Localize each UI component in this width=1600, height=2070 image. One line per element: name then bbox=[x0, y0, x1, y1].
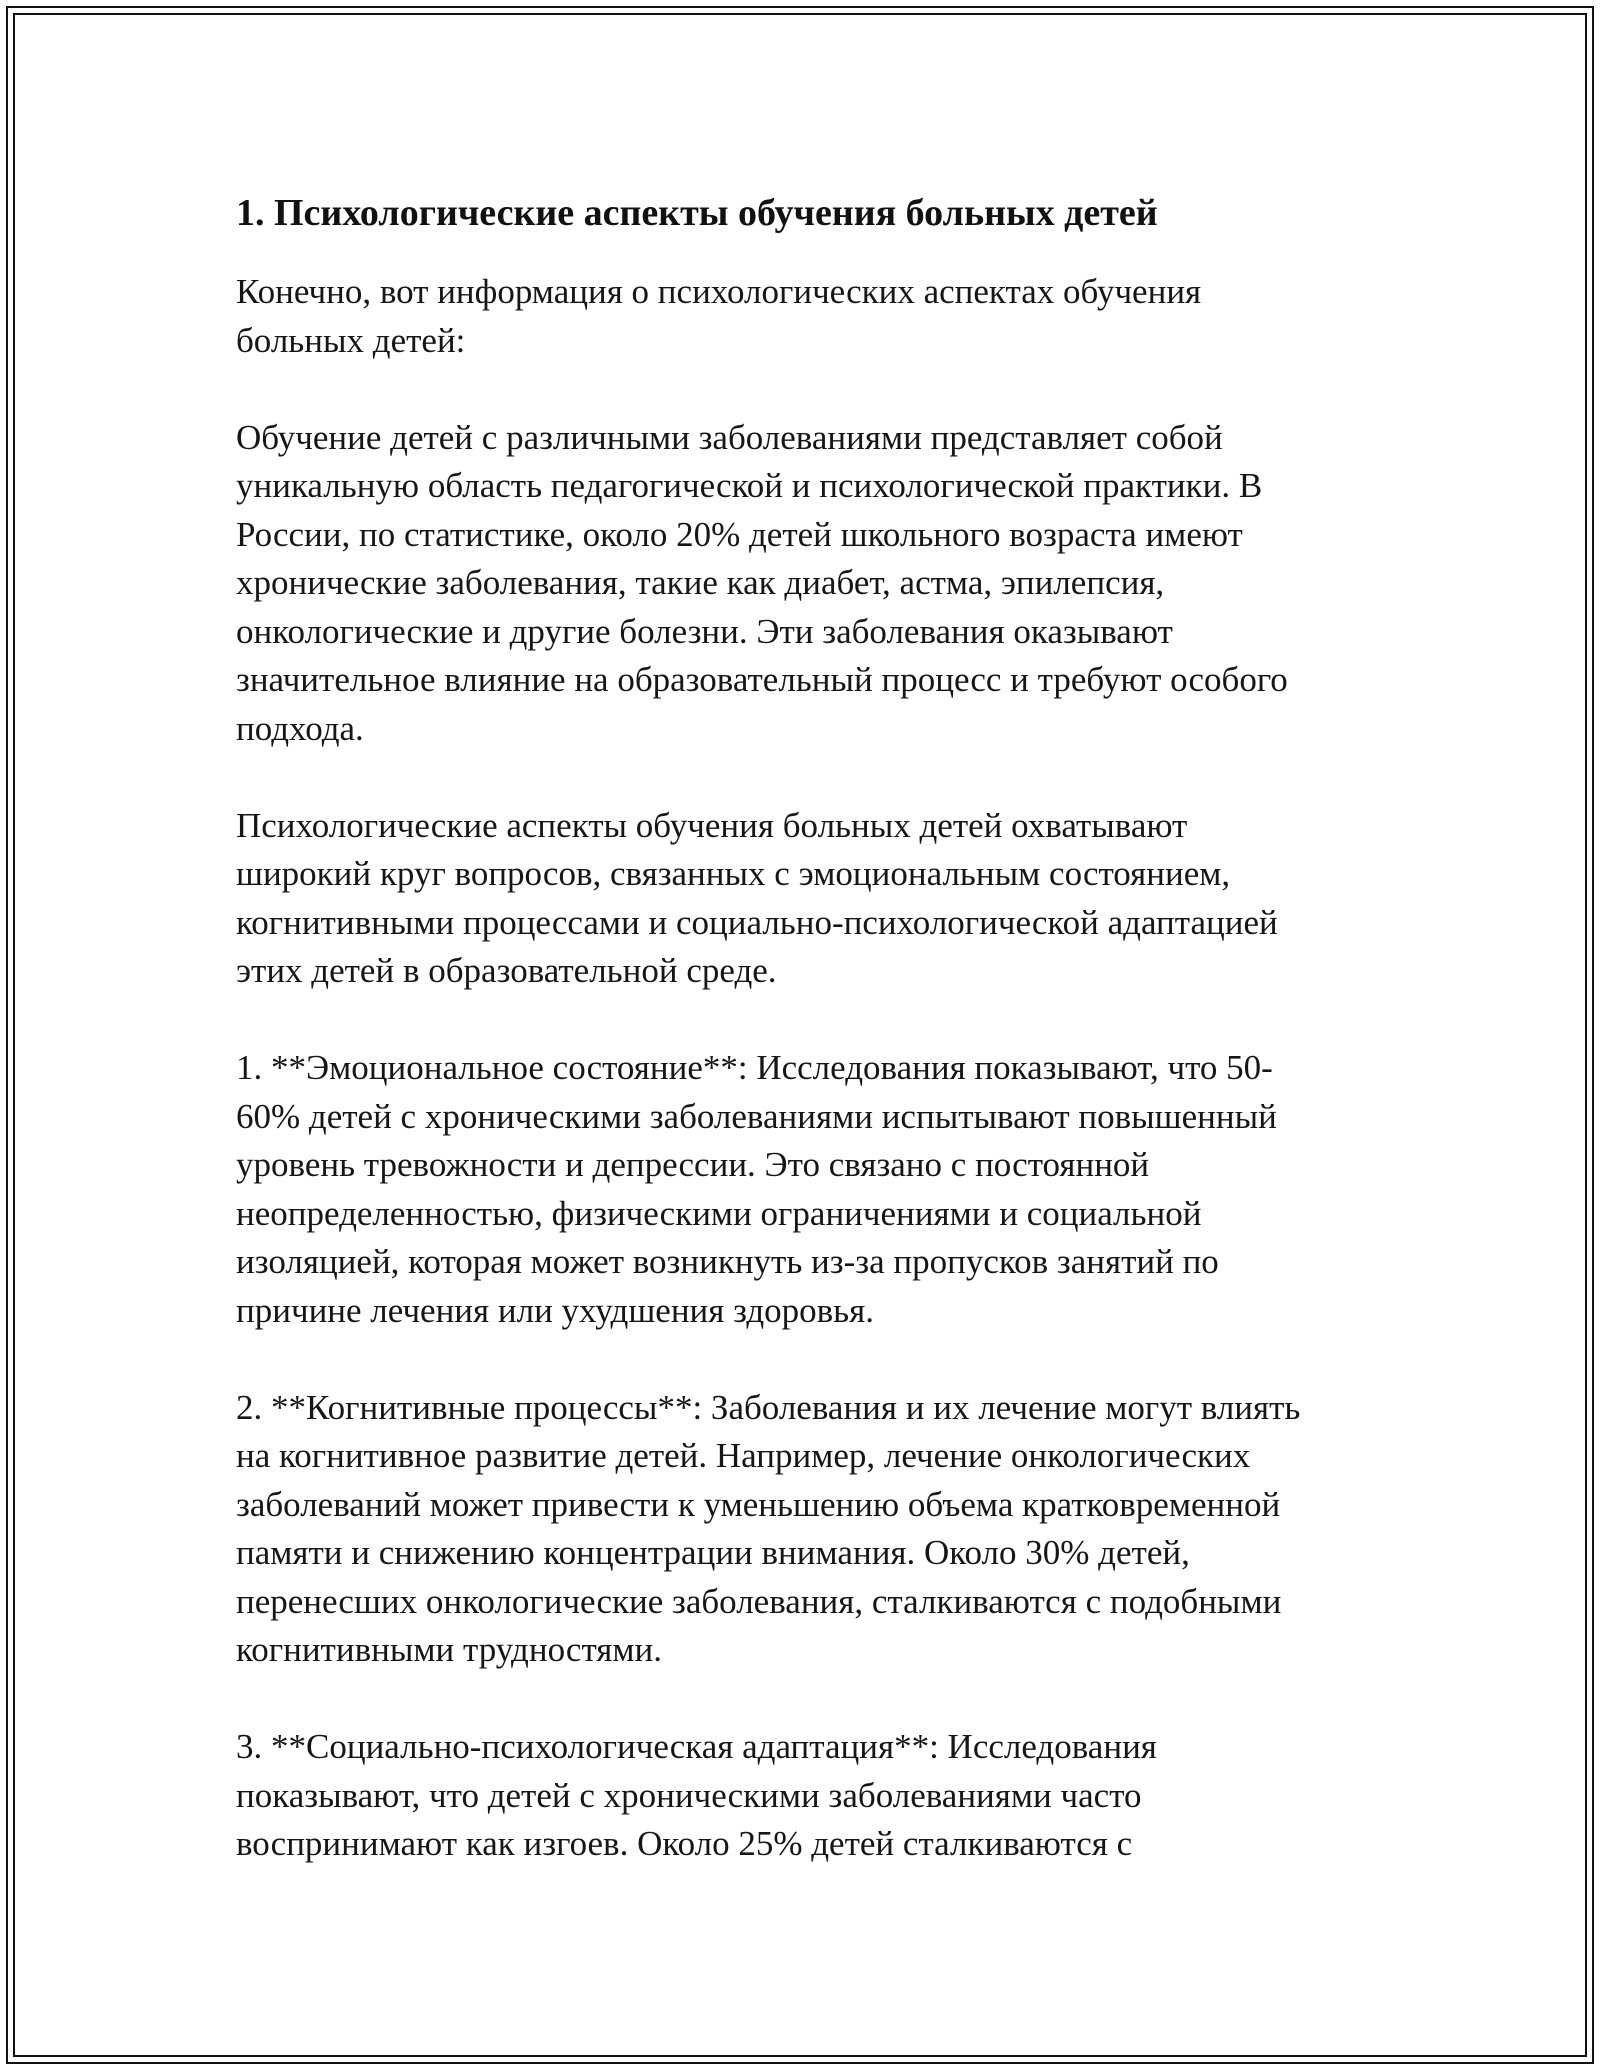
text-line: 3. **Социально-психологическая адаптация**: Исследования bbox=[236, 1727, 1157, 1766]
text-line: воспринимают как изгоев. Около 25% детей сталкиваются с bbox=[236, 1824, 1133, 1863]
text-line: этих детей в образовательной среде. bbox=[236, 951, 777, 990]
text-line: 60% детей с хроническими заболеваниями испытывают повышенный bbox=[236, 1096, 1277, 1136]
paragraph bbox=[236, 1044, 1386, 1335]
text-line: Психологические аспекты обучения больных детей охватывают bbox=[236, 805, 1188, 845]
text-line: когнитивными процессами и социально-психологической адаптацией bbox=[236, 902, 1278, 942]
text-line: Обучение детей с различными заболеваниями представляет собой bbox=[236, 417, 1223, 457]
text-line: когнитивными трудностями. bbox=[236, 1630, 663, 1669]
text-line: 2. **Когнитивные процессы**: Заболевания и их лечение могут влиять bbox=[236, 1387, 1301, 1427]
text-line: причине лечения или ухудшения здоровья. bbox=[236, 1290, 874, 1330]
document-title: 1. Психологические аспекты обучения больных детей bbox=[236, 192, 1158, 234]
text-line: больных детей: bbox=[236, 320, 466, 360]
text-line: уровень тревожности и депрессии. Это связано с постоянной bbox=[236, 1145, 1150, 1184]
paragraph-list bbox=[236, 268, 1386, 1869]
text-line: перенесших онкологические заболевания, сталкиваются с подобными bbox=[236, 1581, 1282, 1621]
text-line: показывают, что детей с хроническими заболеваниями часто bbox=[236, 1775, 1142, 1815]
paragraph bbox=[236, 414, 1386, 754]
text-line: России, по статистике, около 20% детей школьного возраста имеют bbox=[236, 514, 1243, 554]
text-line: неопределенностью, физическими ограничениями и социальной bbox=[236, 1193, 1202, 1233]
paragraph bbox=[236, 1723, 1386, 1869]
text-line: значительное влияние на образовательный процесс и требуют особого bbox=[236, 660, 1288, 699]
text-line: Конечно, вот информация о психологических аспектах обучения bbox=[236, 272, 1202, 311]
paragraph bbox=[236, 1384, 1386, 1675]
text-line: изоляцией, которая может возникнуть из-за пропусков занятий по bbox=[236, 1242, 1219, 1281]
paragraph bbox=[236, 268, 1386, 365]
text-line: 1. **Эмоциональное состояние**: Исследования показывают, что 50- bbox=[236, 1048, 1273, 1087]
text-line: заболеваний может привести к уменьшению объема кратковременной bbox=[236, 1484, 1281, 1524]
text-line: онкологические и другие болезни. Эти заболевания оказывают bbox=[236, 611, 1173, 651]
text-line: памяти и снижению концентрации внимания. Около 30% детей, bbox=[236, 1533, 1190, 1572]
text-line: уникальную область педагогической и психологической практики. В bbox=[236, 466, 1263, 505]
text-line: хронические заболевания, такие как диабет, астма, эпилепсия, bbox=[236, 563, 1165, 602]
document-body bbox=[236, 178, 1386, 1917]
text-line: на когнитивное развитие детей. Например, лечение онкологических bbox=[236, 1436, 1251, 1475]
text-line: широкий круг вопросов, связанных с эмоциональным состоянием, bbox=[236, 854, 1231, 893]
text-line: подхода. bbox=[236, 708, 364, 748]
paragraph bbox=[236, 802, 1386, 996]
